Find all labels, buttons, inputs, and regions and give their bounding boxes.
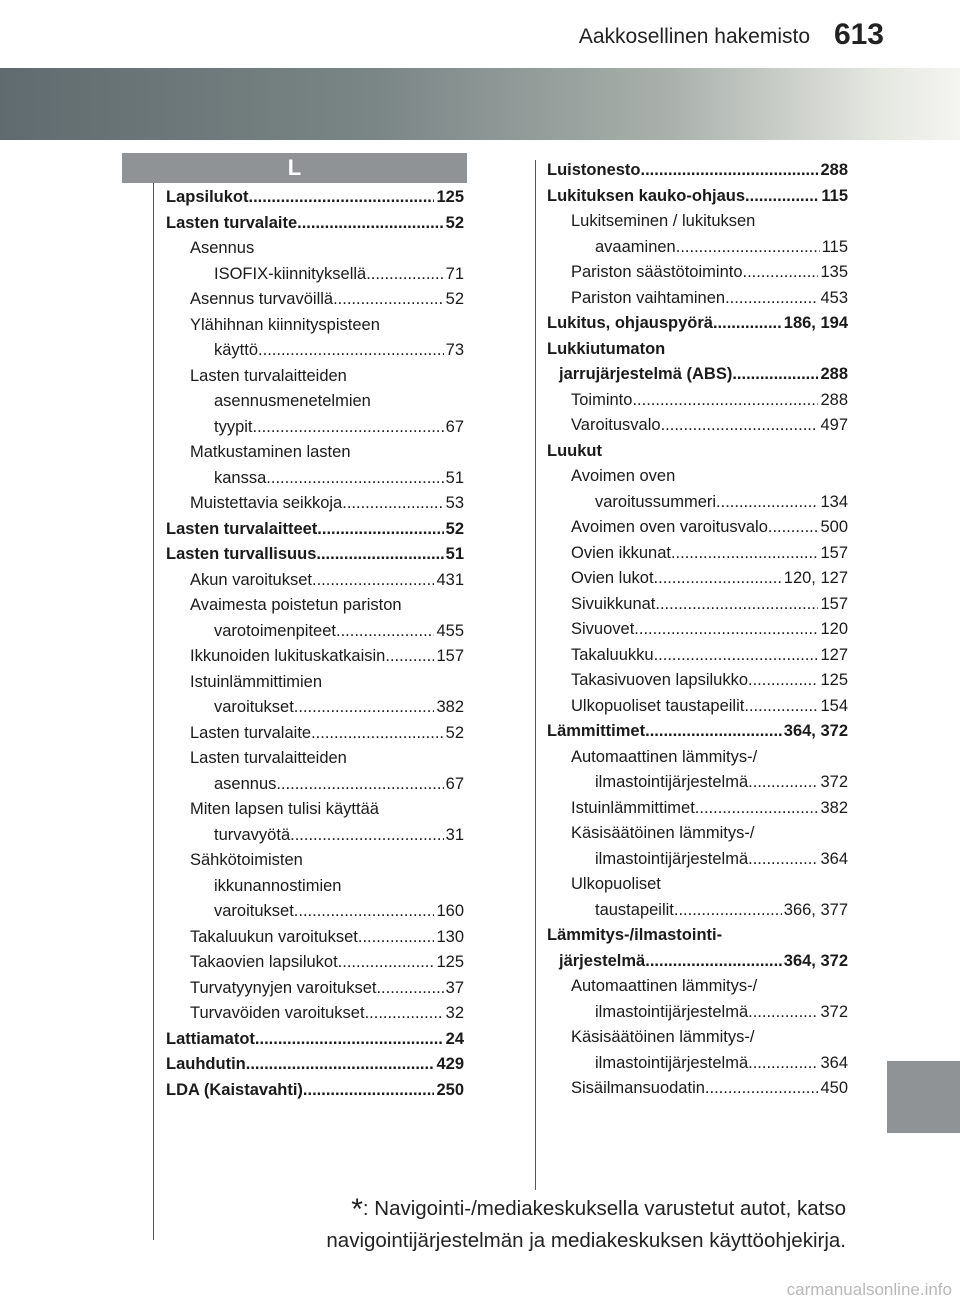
- index-entry: [166, 542, 464, 568]
- index-entry: [166, 721, 464, 747]
- index-entry: [166, 1027, 464, 1053]
- index-entry: [547, 158, 848, 184]
- index-entry-term: ilmastointijärjestelmä: [595, 773, 749, 791]
- index-entry-term: järjestelmä: [559, 951, 646, 970]
- index-entry-term: Luistonesto: [547, 161, 641, 179]
- letter-heading: L: [287, 155, 302, 180]
- index-entry: [166, 236, 464, 262]
- index-entry-page: 24: [445, 1029, 464, 1048]
- index-entry-term: Lukkiutumaton: [547, 339, 666, 358]
- dot-leader: [674, 898, 782, 924]
- index-entry-term: Pariston säästötoiminto: [571, 263, 743, 281]
- index-entry-term: Turvavöiden varoitukset: [190, 1004, 365, 1022]
- dot-leader: [732, 362, 818, 388]
- index-entry: [166, 491, 464, 517]
- index-entry-term: Matkustaminen lasten: [190, 443, 351, 461]
- index-entry: [166, 364, 464, 390]
- index-entry: [166, 466, 464, 492]
- section-title: Aakkosellinen hakemisto: [578, 25, 810, 48]
- dot-leader: [312, 568, 434, 594]
- dot-leader: [654, 566, 782, 592]
- index-entry-term: Varoitusvalo: [571, 416, 661, 434]
- index-entry: [547, 209, 848, 235]
- dot-leader: [258, 338, 444, 364]
- index-entry-term: Luukut: [547, 441, 602, 460]
- index-entry: [547, 923, 848, 949]
- dot-leader: [748, 1051, 818, 1077]
- index-entry: [547, 515, 848, 541]
- dot-leader: [385, 644, 434, 670]
- index-entry: [547, 668, 848, 694]
- index-entry: [547, 566, 848, 592]
- index-entry: [547, 362, 848, 388]
- index-entry: [166, 695, 464, 721]
- index-entry-term: Lasten turvalaitteiden: [190, 749, 347, 767]
- dot-leader: [366, 262, 443, 288]
- index-entry: [166, 185, 464, 211]
- dot-leader: [676, 235, 820, 261]
- index-entry-page: 372: [820, 773, 848, 791]
- index-entry-page: 53: [445, 494, 464, 512]
- index-entry-term: asennus: [214, 774, 277, 793]
- dot-leader: [266, 466, 443, 492]
- page-header: [0, 0, 960, 68]
- left-divider-line: [153, 183, 154, 1240]
- index-entry-term: Automaattinen lämmitys-/: [571, 977, 758, 995]
- column-divider-line: [535, 160, 536, 1190]
- index-entry-term: Toiminto: [571, 390, 633, 409]
- index-entry: [166, 797, 464, 823]
- index-entry: [547, 464, 848, 490]
- index-entry-term: Ulkopuoliset: [571, 875, 661, 893]
- index-entry-term: Lämmittimet: [547, 722, 646, 740]
- dot-leader: [303, 1078, 435, 1104]
- index-entry-term: Istuinlämmittimet: [571, 798, 695, 817]
- index-entry: [166, 262, 464, 288]
- index-entry-term: Lasten turvalaite: [166, 213, 298, 232]
- dot-leader: [316, 542, 443, 568]
- dot-leader: [276, 772, 443, 798]
- index-entry-term: Lukituksen kauko-ohjaus: [547, 186, 746, 205]
- index-entry-term: Asennus: [190, 239, 255, 257]
- dot-leader: [290, 823, 444, 849]
- dot-leader: [641, 158, 819, 184]
- index-entry: [547, 286, 848, 312]
- index-entry: [166, 670, 464, 696]
- dot-leader: [311, 721, 444, 747]
- dot-leader: [745, 184, 819, 210]
- index-entry: [547, 541, 848, 567]
- index-entry-page: 450: [820, 1079, 848, 1097]
- index-entry-page: 186, 194: [783, 314, 848, 332]
- watermark: carmanualsonline.info: [786, 1280, 952, 1299]
- dot-leader: [253, 415, 444, 441]
- index-entry-term: tyypit: [214, 417, 253, 436]
- footnote-line-2: navigointijärjestelmän ja mediakeskuksen käyttöohjekirja.: [326, 1229, 846, 1252]
- index-entry: [547, 439, 848, 465]
- dot-leader: [748, 847, 818, 873]
- index-entry-term: turvavyötä: [214, 825, 291, 844]
- index-entry-term: Istuinlämmittimien: [190, 672, 323, 691]
- index-entry-page: 154: [820, 696, 848, 715]
- index-entry: [166, 211, 464, 237]
- index-entry-term: Sisäilmansuodatin: [571, 1079, 705, 1097]
- index-entry: [547, 745, 848, 771]
- index-entry-term: varoitukset: [214, 698, 294, 716]
- index-entry: [547, 413, 848, 439]
- dot-leader: [297, 211, 444, 237]
- index-entry-page: 115: [821, 237, 848, 256]
- index-entry: [166, 389, 464, 415]
- index-entry-page: 250: [436, 1080, 464, 1099]
- index-entry-term: Ikkunoiden lukituskatkaisin: [190, 647, 386, 665]
- index-entry: [547, 847, 848, 873]
- index-entry: [166, 517, 464, 543]
- index-entry: [166, 772, 464, 798]
- index-entry-page: 125: [820, 671, 848, 689]
- dot-leader: [246, 1052, 435, 1078]
- index-entry-term: Sivuovet: [571, 620, 635, 638]
- thumb-index-tab: [887, 1061, 960, 1133]
- dot-leader: [654, 643, 819, 669]
- index-column-left: [166, 185, 464, 1103]
- index-entry: [547, 694, 848, 720]
- index-entry-term: Käsisäätöinen lämmitys-/: [571, 824, 755, 842]
- dot-leader: [713, 311, 782, 337]
- index-entry-term: Akun varoitukset: [190, 570, 312, 589]
- index-entry-page: 372: [820, 1002, 848, 1021]
- index-entry: [166, 619, 464, 645]
- index-entry-page: 431: [436, 570, 464, 589]
- header-banner: [0, 68, 960, 140]
- index-entry-term: Lukitus, ohjauspyörä: [547, 314, 713, 332]
- index-entry: [547, 592, 848, 618]
- footnote-marker: *: [351, 1193, 363, 1226]
- index-entry-page: 37: [445, 978, 464, 997]
- index-entry-term: Lasten turvalaite: [190, 723, 312, 742]
- index-entry: [166, 976, 464, 1002]
- index-entry-page: 52: [445, 290, 464, 308]
- index-entry-term: Avaimesta poistetun pariston: [190, 596, 402, 614]
- index-entry: [547, 872, 848, 898]
- index-entry-page: 67: [445, 774, 464, 793]
- index-entry-page: 120: [820, 620, 848, 638]
- index-entry: [166, 848, 464, 874]
- index-entry-page: 71: [445, 264, 464, 283]
- index-entry-term: Lasten turvalaitteet: [166, 519, 318, 538]
- index-entry-page: 453: [820, 288, 848, 307]
- index-entry-term: asennusmenetelmien: [214, 392, 371, 410]
- index-entry-page: 288: [820, 365, 848, 383]
- dot-leader: [655, 592, 818, 618]
- page-number: 613: [833, 18, 884, 51]
- index-entry: [166, 746, 464, 772]
- dot-leader: [294, 899, 435, 925]
- index-entry-term: avaaminen: [595, 237, 676, 256]
- index-entry: [547, 1000, 848, 1026]
- index-column-right: [547, 158, 848, 1102]
- index-entry: [166, 338, 464, 364]
- index-entry-page: 52: [445, 723, 464, 742]
- dot-leader: [645, 719, 782, 745]
- index-entry-page: 364, 372: [783, 722, 848, 740]
- index-entry-page: 125: [436, 953, 464, 971]
- index-entry-term: taustapeilit: [595, 900, 674, 919]
- index-entry: [166, 899, 464, 925]
- index-entry-page: 157: [820, 594, 848, 613]
- index-entry-page: 364: [820, 1053, 848, 1072]
- index-entry: [547, 974, 848, 1000]
- index-entry: [547, 643, 848, 669]
- index-entry-term: ISOFIX-kiinnityksellä: [214, 264, 367, 283]
- index-entry-term: varoitukset: [214, 902, 294, 920]
- index-entry-term: varotoimenpiteet: [214, 621, 336, 640]
- dot-leader: [743, 260, 819, 286]
- index-entry-page: 32: [445, 1004, 464, 1022]
- index-entry-page: 364, 372: [783, 951, 848, 970]
- index-entry: [166, 925, 464, 951]
- index-entry-page: 500: [820, 518, 848, 536]
- index-entry-page: 455: [436, 621, 464, 640]
- index-entry-page: 31: [445, 825, 464, 844]
- index-entry-term: Ovien ikkunat: [571, 543, 671, 562]
- index-entry-page: 130: [436, 927, 464, 946]
- index-entry: [547, 949, 848, 975]
- dot-leader: [695, 796, 819, 822]
- letter-heading-bar: [122, 153, 467, 183]
- dot-leader: [748, 668, 818, 694]
- index-entry: [547, 821, 848, 847]
- index-entry-term: LDA (Kaistavahti): [166, 1080, 303, 1099]
- index-entry-term: ilmastointijärjestelmä: [595, 1002, 749, 1021]
- index-entry: [547, 235, 848, 261]
- dot-leader: [338, 950, 435, 976]
- dot-leader: [365, 1001, 444, 1027]
- index-entry-term: Sähkötoimisten: [190, 851, 303, 869]
- index-entry-term: Takaluukku: [571, 645, 654, 664]
- dot-leader: [744, 694, 818, 720]
- index-entry: [166, 287, 464, 313]
- index-entry-term: Pariston vaihtaminen: [571, 288, 726, 307]
- index-entry-page: 134: [820, 492, 848, 511]
- index-entry: [547, 617, 848, 643]
- index-entry: [166, 313, 464, 339]
- index-entry-page: 67: [445, 417, 464, 436]
- index-entry-term: Ylähihnan kiinnityspisteen: [190, 315, 380, 334]
- index-entry-term: Käsisäätöinen lämmitys-/: [571, 1028, 755, 1046]
- dot-leader: [336, 619, 434, 645]
- index-entry: [547, 184, 848, 210]
- index-entry-page: 288: [820, 390, 848, 409]
- dot-leader: [671, 541, 819, 567]
- dot-leader: [342, 491, 443, 517]
- index-entry: [547, 1051, 848, 1077]
- dot-leader: [255, 1027, 444, 1053]
- index-entry-page: 382: [820, 798, 848, 817]
- dot-leader: [634, 617, 818, 643]
- index-entry: [166, 440, 464, 466]
- index-entry-page: 120, 127: [783, 569, 848, 587]
- index-entry-term: Takaluukun varoitukset: [190, 927, 358, 946]
- index-entry-term: Automaattinen lämmitys-/: [571, 747, 758, 766]
- index-entry-page: 127: [820, 645, 848, 664]
- index-entry: [547, 337, 848, 363]
- index-entry-term: ilmastointijärjestelmä: [595, 849, 749, 868]
- dot-leader: [716, 490, 818, 516]
- index-entry: [547, 770, 848, 796]
- index-entry: [547, 719, 848, 745]
- index-entry-page: 51: [445, 468, 464, 487]
- index-entry-term: Lasten turvalaitteiden: [190, 366, 347, 385]
- index-entry-page: 52: [445, 213, 464, 232]
- index-entry: [166, 644, 464, 670]
- index-entry-term: ikkunannostimien: [214, 876, 342, 895]
- index-entry: [547, 898, 848, 924]
- dot-leader: [725, 286, 818, 312]
- index-entry: [547, 260, 848, 286]
- index-entry-term: Lukitseminen / lukituksen: [571, 212, 756, 230]
- index-entry-term: Lattiamatot: [166, 1029, 255, 1048]
- index-entry-term: kanssa: [214, 468, 267, 487]
- index-entry-term: Sivuikkunat: [571, 594, 656, 613]
- index-entry: [166, 568, 464, 594]
- index-entry-page: 73: [445, 341, 464, 359]
- index-entry-term: Avoimen oven varoitusvalo: [571, 518, 768, 536]
- index-entry-page: 364: [820, 849, 848, 868]
- index-entry-page: 135: [820, 263, 848, 281]
- dot-leader: [294, 695, 435, 721]
- index-entry-page: 382: [436, 698, 464, 716]
- dot-leader: [748, 1000, 818, 1026]
- index-entry: [166, 1001, 464, 1027]
- footnote-line-1: : Navigointi-/mediakeskuksella varustetut autot, katso: [362, 1197, 846, 1220]
- footnote: [326, 1193, 846, 1256]
- index-entry: [166, 1052, 464, 1078]
- index-entry: [166, 950, 464, 976]
- index-entry: [166, 593, 464, 619]
- index-entry: [547, 311, 848, 337]
- index-entry-term: Lapsilukot: [166, 188, 249, 206]
- index-entry-term: Ulkopuoliset taustapeilit: [571, 696, 745, 715]
- index-entry: [547, 1025, 848, 1051]
- index-entry-page: 288: [820, 161, 848, 179]
- dot-leader: [645, 949, 782, 975]
- dot-leader: [661, 413, 819, 439]
- index-entry-page: 497: [820, 416, 848, 434]
- index-entry-page: 157: [820, 543, 848, 562]
- dot-leader: [748, 770, 818, 796]
- index-entry-page: 115: [821, 186, 848, 205]
- index-entry-page: 51: [445, 545, 464, 563]
- index-entry: [166, 1078, 464, 1104]
- index-entry-term: ilmastointijärjestelmä: [595, 1053, 749, 1072]
- index-entry-term: Lasten turvallisuus: [166, 545, 317, 563]
- index-entry: [547, 490, 848, 516]
- index-entry-term: varoitussummeri: [595, 492, 717, 511]
- index-entry: [166, 874, 464, 900]
- index-entry-page: 125: [436, 188, 464, 206]
- index-entry-term: jarrujärjestelmä (ABS): [559, 365, 733, 383]
- dot-leader: [333, 287, 444, 313]
- index-entry-page: 52: [445, 519, 464, 538]
- dot-leader: [317, 517, 443, 543]
- index-entry-term: käyttö: [214, 341, 259, 359]
- index-entry: [547, 796, 848, 822]
- index-entry-term: Miten lapsen tulisi käyttää: [190, 800, 379, 818]
- index-entry: [166, 415, 464, 441]
- index-entry: [547, 388, 848, 414]
- index-entry-term: Lauhdutin: [166, 1055, 246, 1073]
- index-entry-page: 157: [436, 647, 464, 665]
- dot-leader: [249, 185, 435, 211]
- index-entry-page: 366, 377: [783, 900, 848, 919]
- dot-leader: [768, 515, 819, 541]
- index-entry-term: Ovien lukot: [571, 569, 654, 587]
- index-entry-term: Avoimen oven: [571, 467, 676, 485]
- index-entry-term: Lämmitys-/ilmastointi-: [547, 926, 723, 944]
- index-entry: [166, 823, 464, 849]
- dot-leader: [376, 976, 443, 1002]
- dot-leader: [358, 925, 435, 951]
- index-entry-term: Takaovien lapsilukot: [190, 953, 338, 971]
- index-entry-term: Asennus turvavöillä: [190, 290, 334, 308]
- index-entry-page: 160: [436, 902, 464, 920]
- index-entry-page: 429: [436, 1055, 464, 1073]
- dot-leader: [705, 1076, 819, 1102]
- index-entry-term: Turvatyynyjen varoitukset: [190, 978, 377, 997]
- index-entry-term: Muistettavia seikkoja: [190, 494, 343, 512]
- index-entry: [547, 1076, 848, 1102]
- index-entry-term: Takasivuoven lapsilukko: [571, 671, 749, 689]
- dot-leader: [632, 388, 818, 414]
